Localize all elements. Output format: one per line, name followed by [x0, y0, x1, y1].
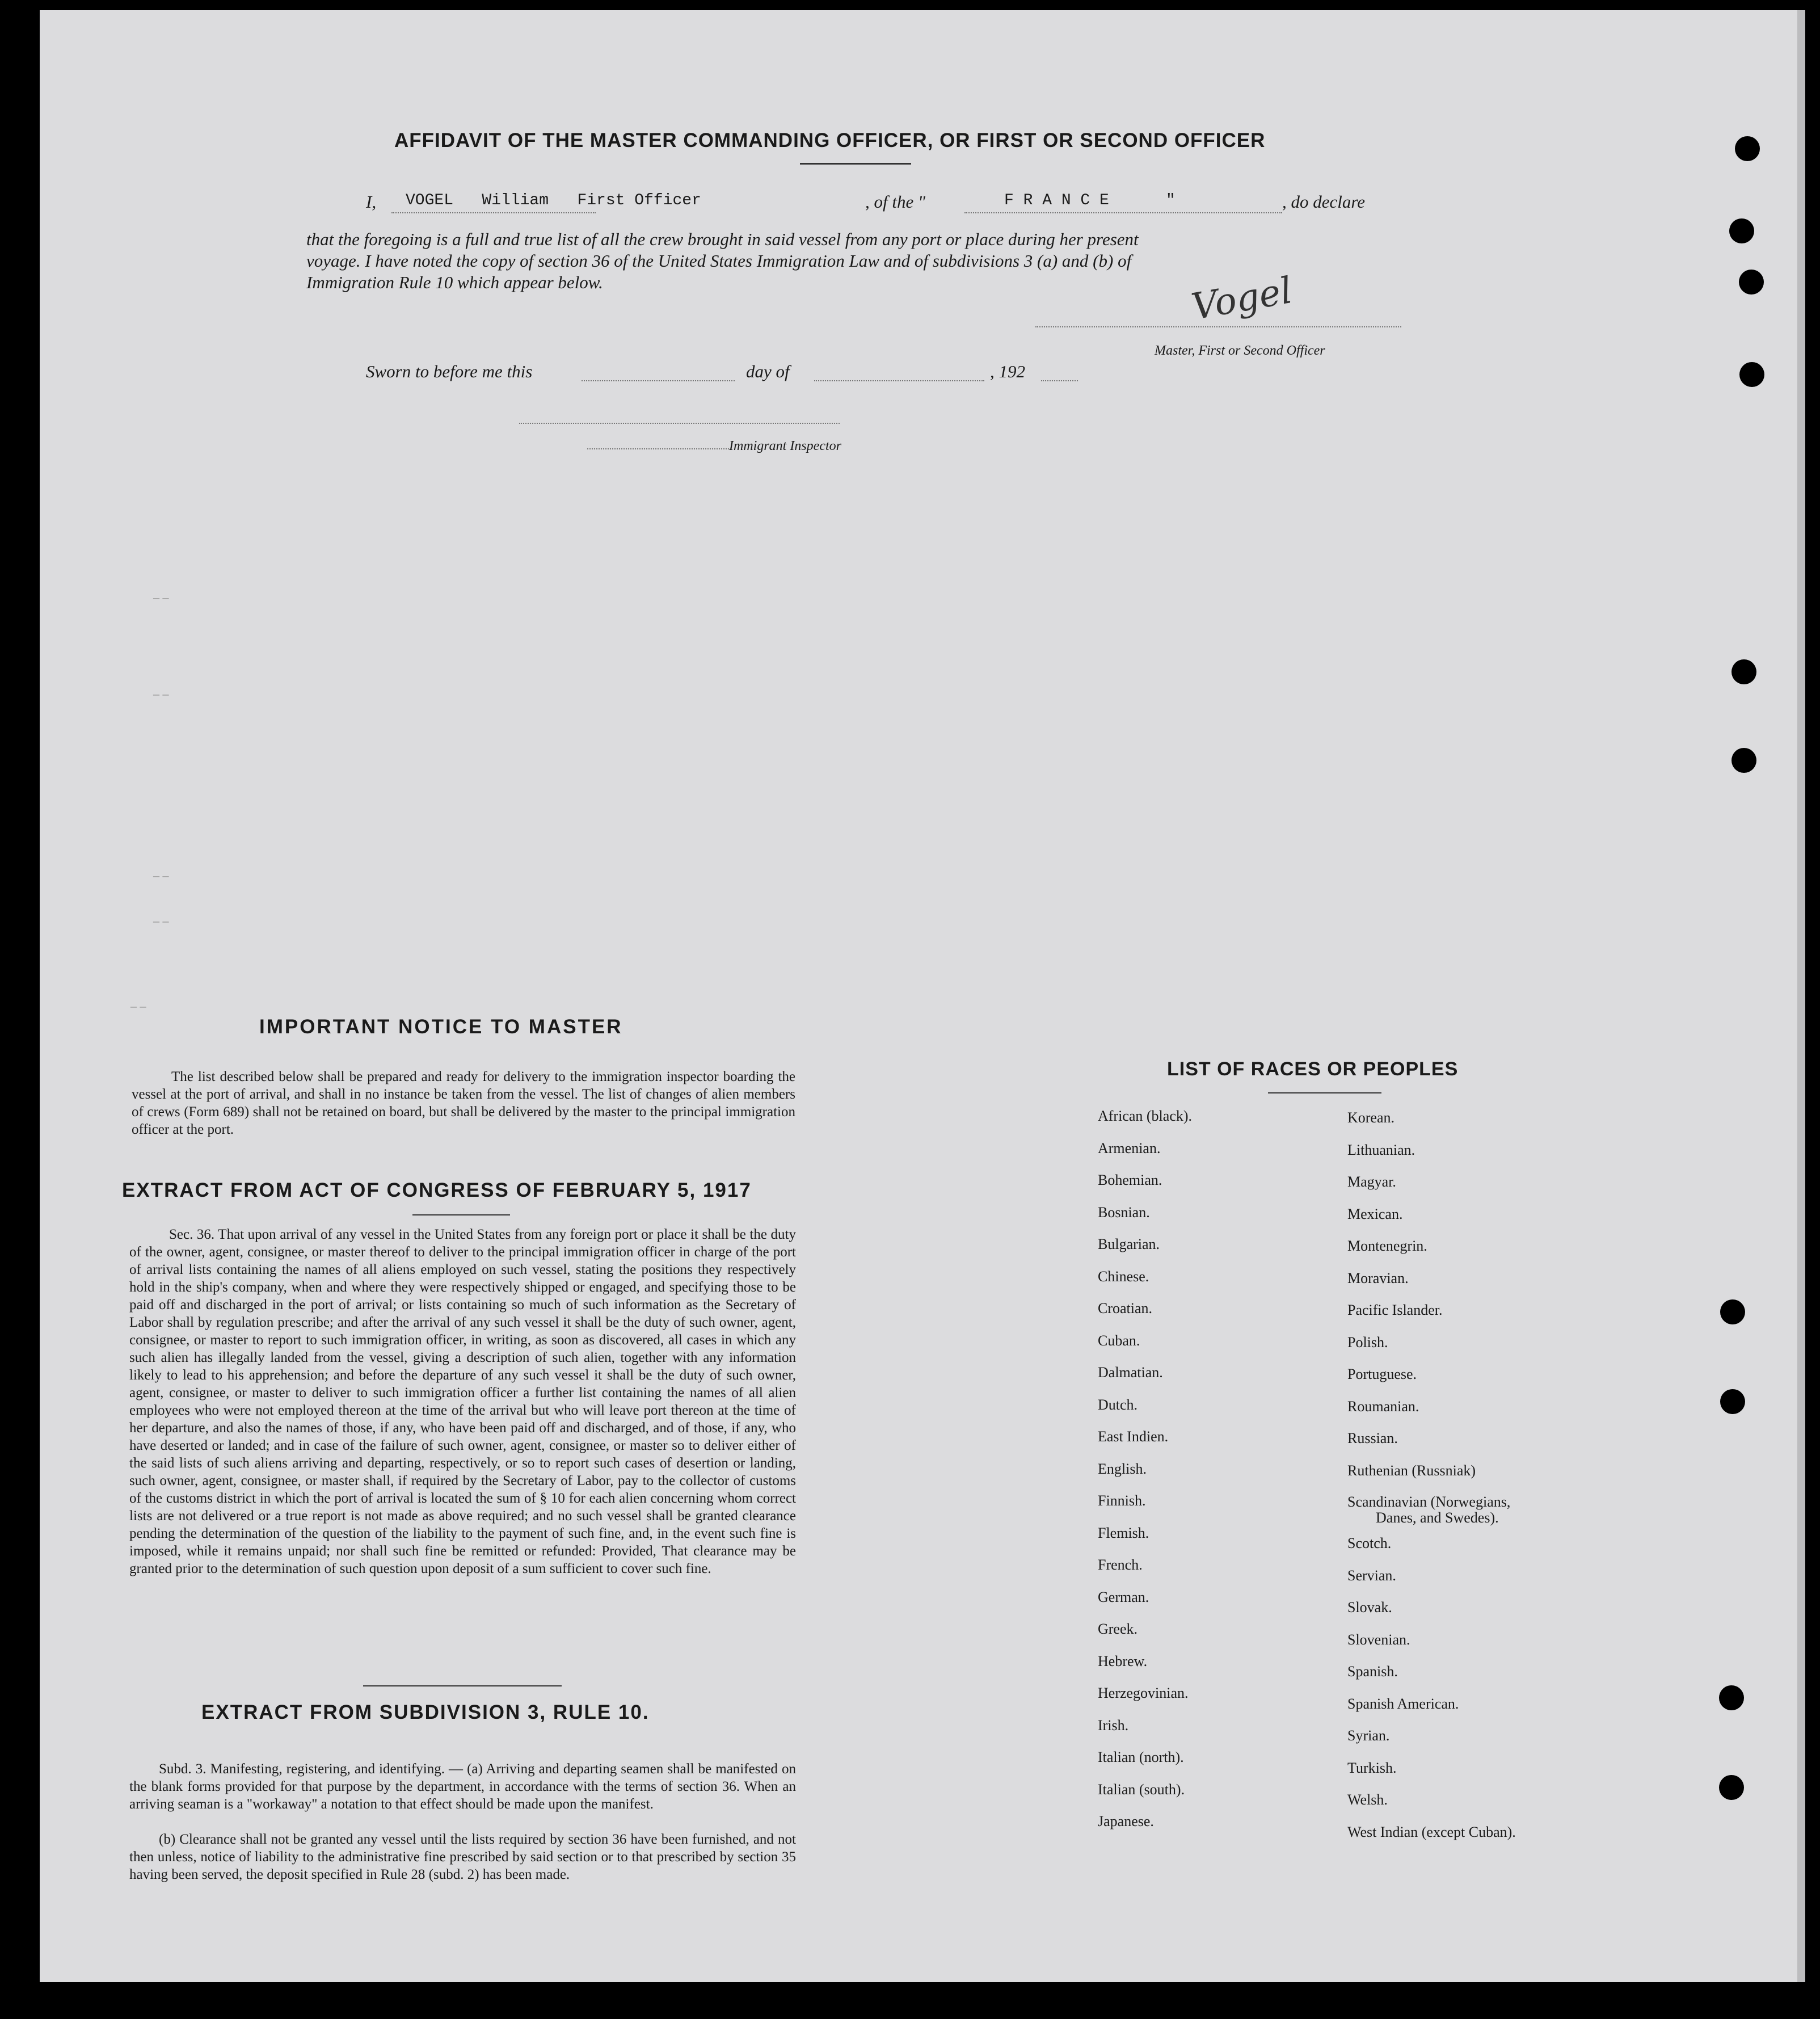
race-item: English.: [1098, 1460, 1147, 1477]
act-extract-body: Sec. 36. That upon arrival of any vessel in the United States from any foreign port or place it shall be the duty of the owner, agent, consignee, or master thereof to deliver to the principal immigration officer in charge of the port of arrival lists containing the names of all aliens employed on such vessel, stating the positions they respectively hold in the ship's company, when and where they were respectively shipped or engaged, and specifying those to be paid off and discharged in the port of arrival; or lists containing so much of such information as the Secretary of Labor shall by regulation prescribe; and after the arrival of any such vessel it shall be the duty of such owner, agent, consignee, or master to report to such immigration officer, in writing, as soon as discovered, all cases in which any such alien has illegally landed from the vessel, giving a description of such alien, together with any information likely to lead to his apprehension; and before the departure of any such vessel it shall be the duty of such owner, agent, consignee, or master to deliver to such immigration officer a further list containing the names of all alien employees who were not employed thereon at the time of the arrival but who will leave port thereon at the time of her departure, and also the names of those, if any, who have been paid off and discharged, and of those, if any, who have deserted or landed; and in case of the failure of such owner, agent, consignee, or master so to deliver either of the said lists of such aliens arriving and departing, respectively, or so to report such cases of desertion or landing, such owner, agent, consignee, or master shall, if required by the Secretary of Labor, pay to the collector of customs of the customs district in which the port of arrival is located the sum of § 10 for each alien concerning whom correct lists are not delivered or a true report is not made as above required; and no such vessel shall be granted clearance pending the determination of the question of the liability to the payment of such fine, and, in the event such fine is imposed, while it remains unpaid; nor shall such fine be remitted or refunded: Provided, That clearance may be granted prior to the determination of such question upon deposit of a sum sufficient to cover such fine.: [129, 1227, 796, 1576]
race-item: East Indien.: [1098, 1428, 1169, 1445]
race-item: Moravian.: [1347, 1269, 1409, 1286]
race-item-continuation: Danes, and Swedes).: [1376, 1509, 1499, 1526]
race-item: Bosnian.: [1098, 1204, 1150, 1221]
race-item: Japanese.: [1098, 1813, 1154, 1829]
race-item: Croatian.: [1098, 1300, 1153, 1316]
punch-hole: [1739, 362, 1764, 387]
race-item: Armenian.: [1098, 1139, 1161, 1156]
affidavit-title: AFFIDAVIT OF THE MASTER COMMANDING OFFICER, OR FIRST OR SECOND OFFICER: [394, 129, 1266, 152]
race-item: Slovak.: [1347, 1599, 1392, 1616]
officer-name-field: VOGEL William First Officer: [406, 192, 701, 209]
race-item: Ruthenian (Russniak): [1347, 1462, 1476, 1479]
document-page: [40, 10, 1798, 1982]
race-item: Magyar.: [1347, 1173, 1396, 1190]
margin-mark: – –: [153, 868, 169, 882]
inspector-line: [519, 423, 840, 424]
races-title: LIST OF RACES OR PEOPLES: [1167, 1058, 1459, 1080]
punch-hole: [1739, 270, 1764, 295]
sworn-year: , 192: [990, 361, 1025, 381]
race-item: Spanish American.: [1347, 1695, 1459, 1712]
inspector-caption: Immigrant Inspector: [729, 439, 841, 453]
race-item: Flemish.: [1098, 1524, 1149, 1541]
race-item: Italian (south).: [1098, 1781, 1185, 1798]
race-item: French.: [1098, 1557, 1143, 1573]
race-item: Irish.: [1098, 1717, 1129, 1734]
notice-title: IMPORTANT NOTICE TO MASTER: [259, 1016, 623, 1038]
punch-hole: [1719, 1685, 1744, 1710]
race-item-label: Scandinavian (Norwegians,: [1347, 1494, 1511, 1510]
rule-extract-para-a: Subd. 3. Manifesting, registering, and identifying. — (a) Arriving and departing seamen shall be manifested on the blank forms provided for that purpose by the department, in accordance with the terms of section 36. When an arriving seaman is a "workaway" a notation to that effect should be made upon the manifest.: [129, 1761, 796, 1812]
title-underline: [800, 163, 911, 165]
race-item: Dutch.: [1098, 1396, 1138, 1413]
signature-line: [1035, 326, 1401, 327]
race-item: Russian.: [1347, 1430, 1398, 1446]
race-item: Pacific Islander.: [1347, 1302, 1443, 1318]
races-title-underline: [1268, 1092, 1381, 1093]
race-item: Turkish.: [1347, 1759, 1397, 1776]
race-item: Hebrew.: [1098, 1652, 1148, 1669]
race-item: [1347, 1494, 1516, 1535]
race-item: Chinese.: [1098, 1268, 1149, 1285]
race-item: Dalmatian.: [1098, 1364, 1163, 1381]
punch-hole: [1719, 1775, 1744, 1800]
affidavit-line-1: I, VOGEL William First Officer , of the " F R A N C E " , do declare: [306, 192, 1398, 214]
margin-mark: – –: [153, 914, 169, 928]
race-item: Bulgarian.: [1098, 1236, 1160, 1252]
punch-hole: [1731, 659, 1756, 684]
race-item: Finnish.: [1098, 1492, 1146, 1509]
punch-hole: [1731, 748, 1756, 773]
race-item: Servian.: [1347, 1567, 1396, 1584]
sworn-prefix: Sworn to before me this: [366, 361, 533, 381]
race-item: Polish.: [1347, 1334, 1388, 1351]
race-item: Portuguese.: [1347, 1366, 1417, 1382]
race-item: West Indian (except Cuban).: [1347, 1823, 1516, 1840]
punch-hole: [1735, 136, 1760, 161]
affidavit-line-2: that the foregoing is a full and true list of all the crew brought in said vessel from any port or place during her present: [306, 229, 1139, 249]
act-extract-title: EXTRACT FROM ACT OF CONGRESS OF FEBRUARY 5, 1917: [122, 1179, 752, 1201]
signature-caption: Master, First or Second Officer: [1155, 343, 1325, 358]
sworn-month-line: [814, 380, 984, 381]
race-item: Roumanian.: [1347, 1398, 1419, 1415]
race-item: Mexican.: [1347, 1205, 1403, 1222]
race-item: Cuban.: [1098, 1332, 1140, 1349]
margin-mark: – –: [153, 590, 169, 604]
race-item: Greek.: [1098, 1621, 1138, 1637]
races-right-column: [1347, 1109, 1516, 1856]
race-item: Spanish.: [1347, 1663, 1398, 1680]
punch-hole: [1720, 1389, 1745, 1414]
race-item: African (black).: [1098, 1108, 1193, 1124]
race-item: Lithuanian.: [1347, 1141, 1415, 1158]
race-item: Bohemian.: [1098, 1172, 1162, 1188]
punch-hole: [1720, 1299, 1745, 1324]
race-item: Italian (north).: [1098, 1749, 1184, 1765]
race-item: Korean.: [1347, 1109, 1395, 1126]
sworn-day-label: day of: [746, 361, 790, 381]
race-item: German.: [1098, 1588, 1149, 1605]
act-title-underline: [412, 1214, 510, 1215]
race-item: Welsh.: [1347, 1791, 1388, 1808]
rule-extract-para-b: (b) Clearance shall not be granted any vessel until the lists required by section 36 have been furnished, and not then unless, notice of liability to the administrative fine prescribed by said section or to that prescribed by section 35 having been served, the deposit specified in Rule 28 (subd. 2) has been made.: [129, 1832, 796, 1882]
affidavit-line-4: Immigration Rule 10 which appear below.: [306, 272, 603, 292]
officer-signature: Vogel: [1188, 270, 1296, 329]
affidavit-line-3: voyage. I have noted the copy of section 36 of the United States Immigration Law and of subdivisions 3 (a) and (b) of: [306, 251, 1132, 271]
races-left-column: [1098, 1108, 1192, 1845]
race-item: Slovenian.: [1347, 1631, 1410, 1648]
sworn-day-line: [582, 380, 735, 381]
race-item: Syrian.: [1347, 1727, 1390, 1744]
margin-mark: – –: [153, 687, 169, 701]
notice-body: The list described below shall be prepared and ready for delivery to the immigration inspector boarding the vessel at the port of arrival, and shall in no instance be taken from the vessel. The list of changes of alien members of crews (Form 689) shall not be retained on board, but shall be delivered by the master to the principal immigration officer at the port.: [132, 1069, 795, 1137]
section-divider: [363, 1685, 562, 1686]
margin-mark: – –: [130, 999, 146, 1013]
vessel-name-field: F R A N C E: [1004, 192, 1109, 209]
race-item: Scotch.: [1347, 1535, 1392, 1551]
rule-extract-title: EXTRACT FROM SUBDIVISION 3, RULE 10.: [201, 1701, 650, 1723]
race-item: Herzegovinian.: [1098, 1685, 1189, 1701]
punch-hole: [1729, 218, 1754, 243]
race-item: Montenegrin.: [1347, 1238, 1427, 1254]
